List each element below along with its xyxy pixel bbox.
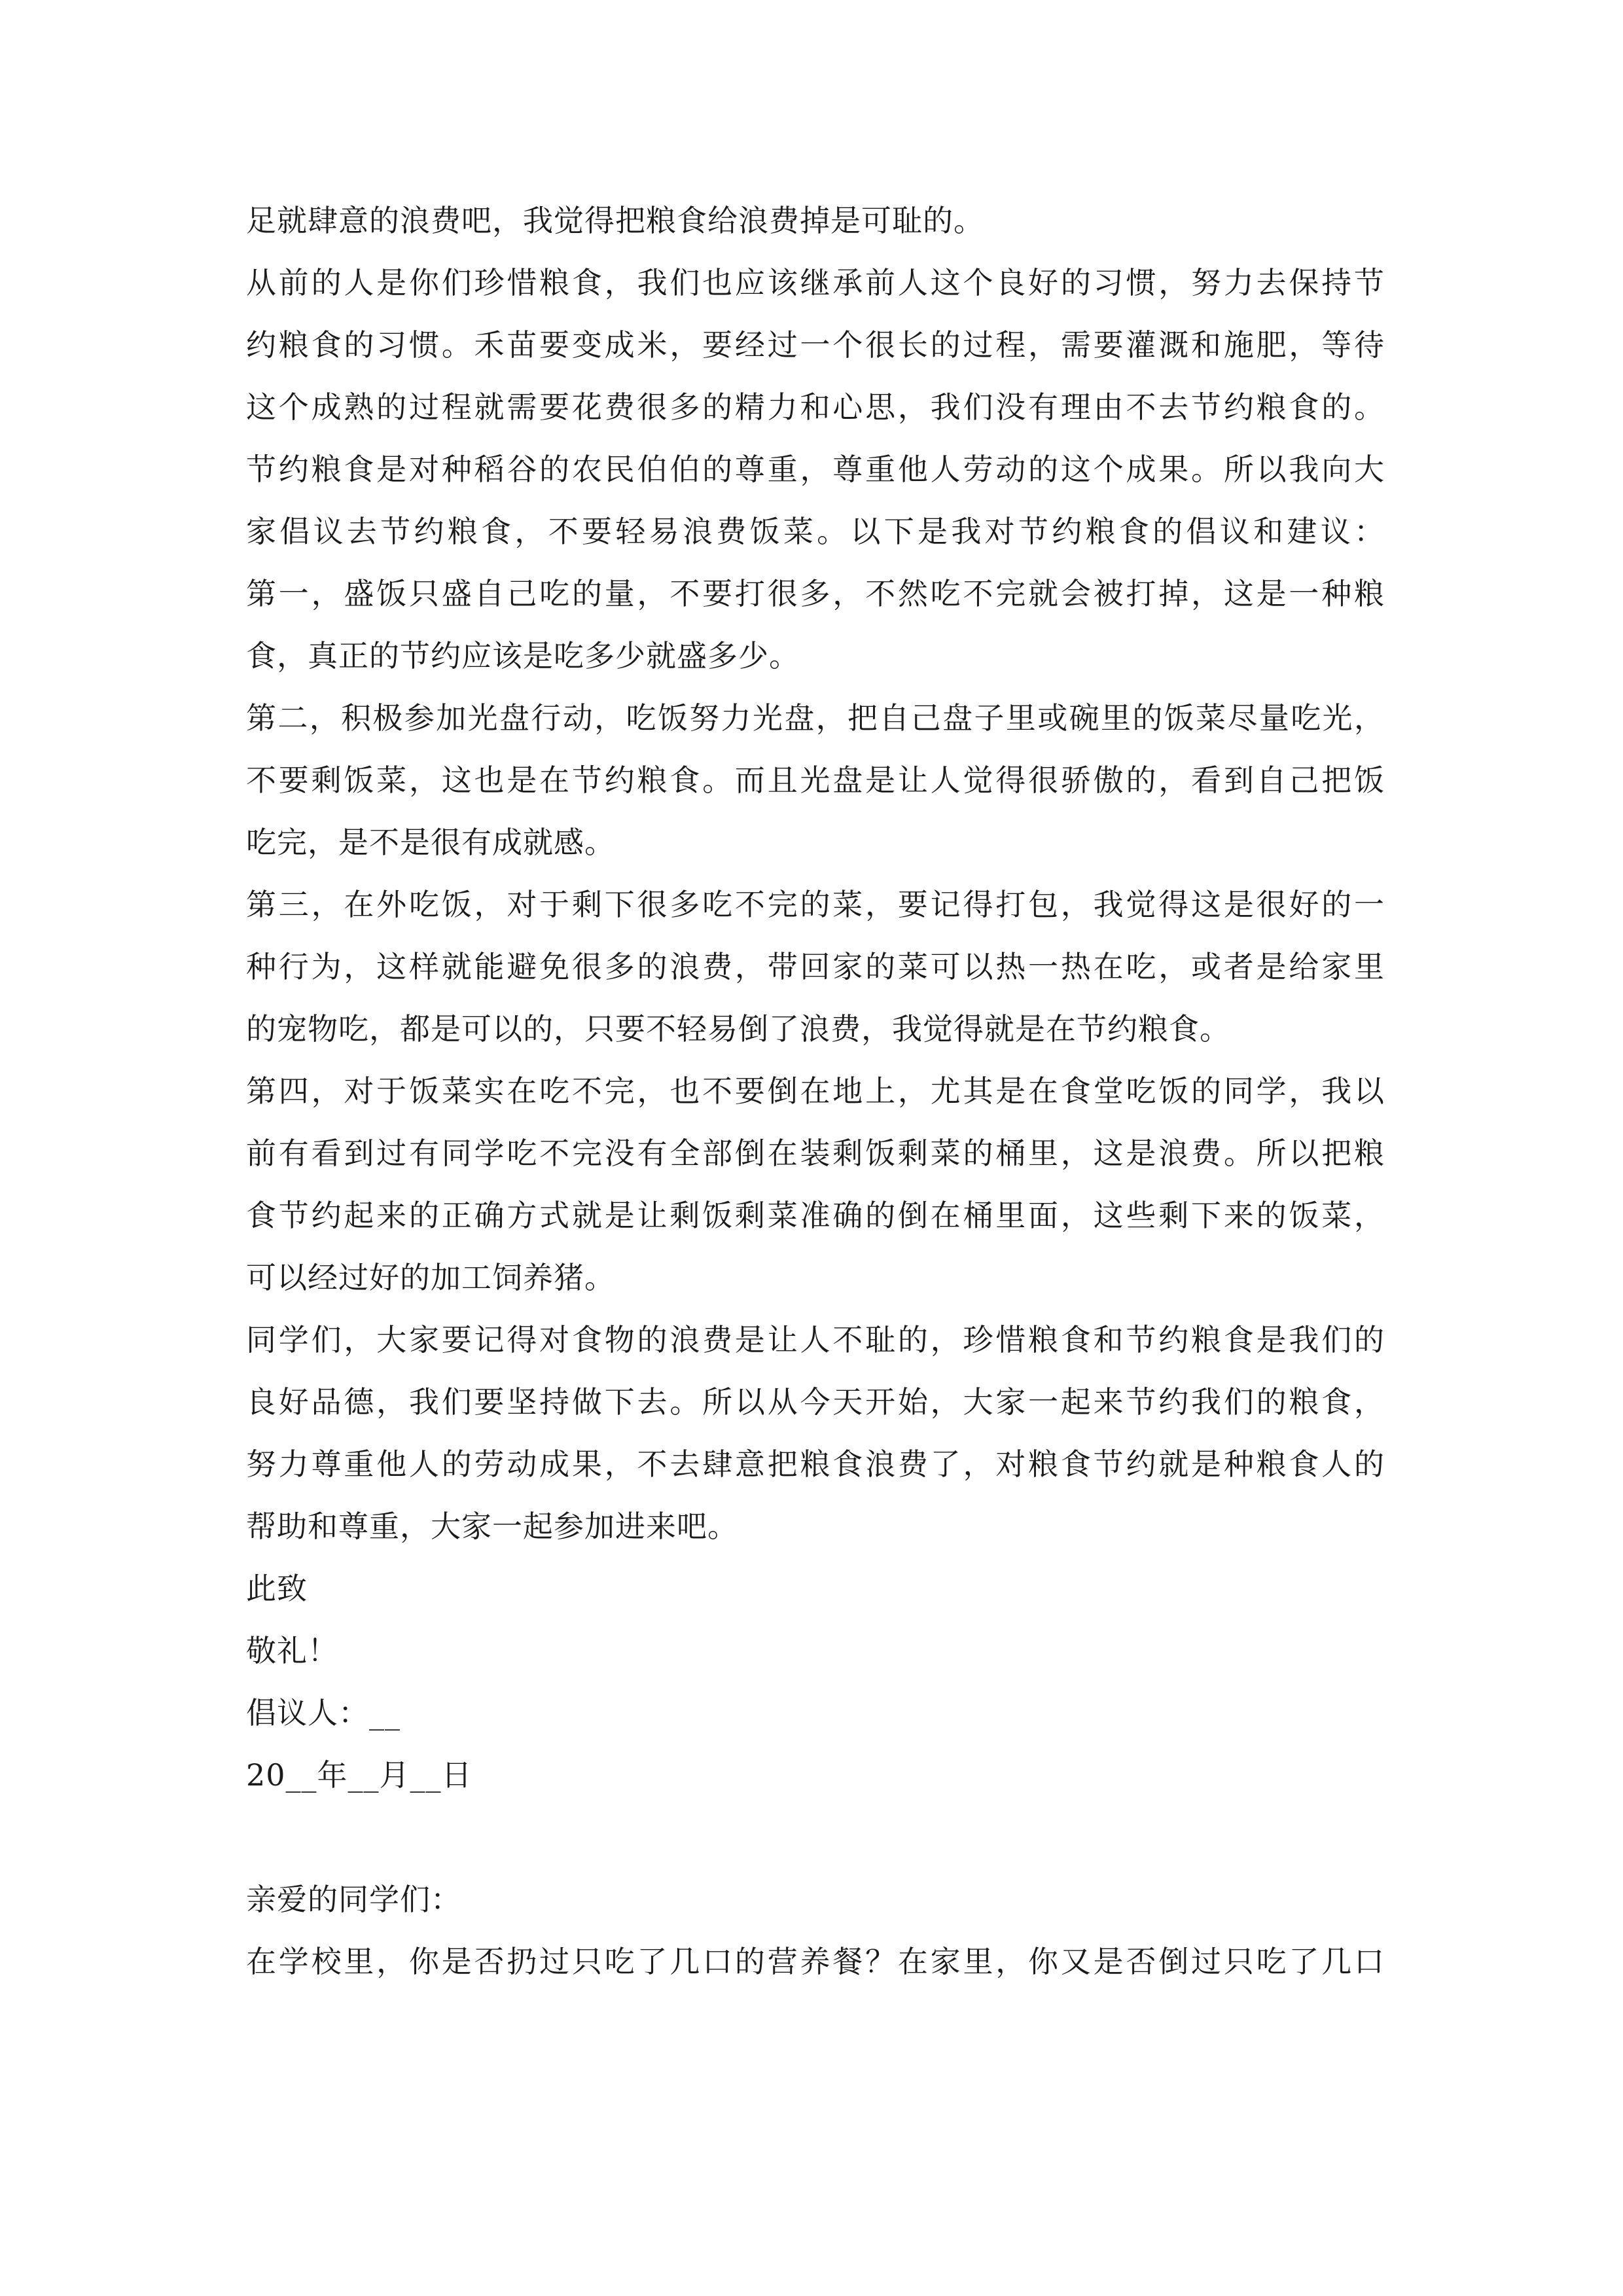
text-line: 约粮食的习惯。禾苗要变成米，要经过一个很长的过程，需要灌溉和施肥，等待 (246, 327, 1385, 363)
text-line: 吃完，是不是很有成就感。 (246, 825, 615, 860)
text-line: 家倡议去节约粮食，不要轻易浪费饭菜。以下是我对节约粮食的倡议和建议： (246, 514, 1385, 549)
text-line: 足就肆意的浪费吧，我觉得把粮食给浪费掉是可耻的。 (246, 203, 984, 238)
text-line: 从前的人是你们珍惜粮食，我们也应该继承前人这个良好的习惯，努力去保持节 (246, 265, 1385, 300)
text-line: 不要剩饭菜，这也是在节约粮食。而且光盘是让人觉得很骄傲的，看到自己把饭 (246, 762, 1385, 798)
text-line: 同学们，大家要记得对食物的浪费是让人不耻的，珍惜粮食和节约粮食是我们的 (246, 1322, 1385, 1357)
document-body (246, 190, 1385, 1993)
text-line: 帮助和尊重，大家一起参加进来吧。 (246, 1509, 738, 1544)
text-line: 努力尊重他人的劳动成果，不去肆意把粮食浪费了，对粮食节约就是种粮食人的 (246, 1446, 1385, 1482)
text-line: 第二，积极参加光盘行动，吃饭努力光盘，把自己盘子里或碗里的饭菜尽量吃光， (246, 700, 1385, 736)
text-line: 可以经过好的加工饲养猪。 (246, 1260, 615, 1295)
text-line: 这个成熟的过程就需要花费很多的精力和心思，我们没有理由不去节约粮食的。 (246, 389, 1385, 425)
text-line: 20__年__月__日 (246, 1757, 473, 1793)
text-line: 良好品德，我们要坚持做下去。所以从今天开始，大家一起来节约我们的粮食， (246, 1384, 1385, 1420)
text-line: 敬礼！ (246, 1633, 338, 1668)
text-line: 倡议人：__ (246, 1695, 401, 1731)
text-line: 节约粮食是对种稻谷的农民伯伯的尊重，尊重他人劳动的这个成果。所以我向大 (246, 452, 1385, 487)
text-line: 亲爱的同学们： (246, 1882, 461, 1917)
text-line: 第三，在外吃饭，对于剩下很多吃不完的菜，要记得打包，我觉得这是很好的一 (246, 887, 1385, 922)
text-line: 种行为，这样就能避免很多的浪费，带回家的菜可以热一热在吃，或者是给家里 (246, 949, 1385, 984)
blank-line (246, 1806, 1385, 1869)
text-line: 第一，盛饭只盛自己吃的量，不要打很多，不然吃不完就会被打掉，这是一种粮 (246, 576, 1385, 611)
text-line: 的宠物吃，都是可以的，只要不轻易倒了浪费，我觉得就是在节约粮食。 (246, 1011, 1230, 1047)
text-line: 第四，对于饭菜实在吃不完，也不要倒在地上，尤其是在食堂吃饭的同学，我以 (246, 1073, 1385, 1109)
text-line: 在学校里，你是否扔过只吃了几口的营养餐？在家里，你又是否倒过只吃了几口 (246, 1944, 1385, 1979)
text-line: 前有看到过有同学吃不完没有全部倒在装剩饭剩菜的桶里，这是浪费。所以把粮 (246, 1136, 1385, 1171)
text-line: 此致 (246, 1571, 308, 1606)
text-line: 食，真正的节约应该是吃多少就盛多少。 (246, 638, 800, 673)
text-line: 食节约起来的正确方式就是让剩饭剩菜准确的倒在桶里面，这些剩下来的饭菜， (246, 1198, 1385, 1233)
